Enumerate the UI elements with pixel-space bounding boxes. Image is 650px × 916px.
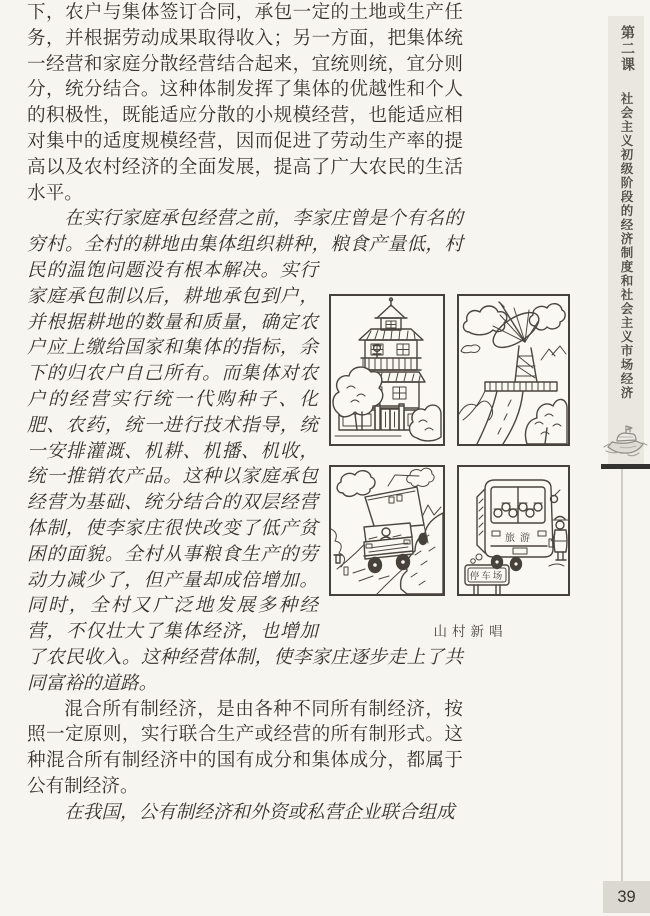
house-illustration	[331, 296, 443, 444]
boat-illustration	[602, 418, 648, 464]
page-number-badge	[603, 881, 650, 913]
sidebar-rule-line	[621, 469, 623, 881]
panel-truck	[329, 465, 445, 596]
satellite-dish-illustration	[459, 296, 568, 444]
story-part-1: 在实行家庭承包经营之前，李家庄曾是个有名的穷村。全村的耕地由集体组织耕种，粮食产量低，村	[27, 208, 463, 256]
panel-tour-bus	[457, 465, 570, 596]
paragraph-lijiazhuang-story	[27, 206, 535, 696]
panel-village-house	[329, 294, 445, 446]
figure-caption: 山村新唱	[433, 623, 508, 639]
sidebar-strip	[608, 16, 644, 464]
truck-illustration	[331, 467, 443, 594]
bus-illustration	[459, 467, 568, 594]
page-number: 39	[617, 887, 636, 906]
story-part-2: 民的温饱问题没有根本解决。实行家庭承包制以后，耕地承包到户，并根据耕地的数量和质量，确定农户应上缴给国家和集体的指标，余下的归农户自己所有。而集体对农户的经营实行统一代购种子、化肥、农药，统一进行技术指导，统一安排灌溉、机耕、机播、机收，统一推销农产品。这种以家庭承包经营为基础、统分结合的双层经营体制，使李家庄很快改变了低产贫困的面貌。全村从事粮食生产的劳动力减少了，但产量却成倍增加。同时，全村又广泛地发展多种经营，不仅壮大了集体经济，也增加了农民收入。这种经营体制，使李家庄逐步走上了共同富裕的道路。	[27, 259, 463, 694]
bus-destination-label: 旅游	[505, 532, 535, 544]
paragraph-mixed-ownership: 混合所有制经济，是由各种不同所有制经济，按照一定原则，实行联合生产或经营的所有制形式。这种混合所有制经济中的国有成分和集体成分，都属于公有制经济。	[27, 698, 463, 797]
paragraph-joint-ventures: 在我国，公有制经济和外资或私营企业联合组成	[64, 801, 455, 823]
sidebar-lesson-label: 第二课	[619, 25, 634, 73]
text-column	[27, 0, 535, 826]
panel-satellite-dish	[457, 294, 570, 446]
comic-grid	[329, 294, 570, 596]
parking-lot-sign-text: 停车场	[469, 571, 505, 582]
sidebar-chapter-title: 社会主义初级阶段的经济制度和社会主义市场经济	[619, 92, 633, 400]
figure-comic	[329, 294, 570, 641]
sidebar-divider-bar	[601, 464, 650, 469]
paragraph-household-contract: 下，农户与集体签订合同，承包一定的土地或生产任务，并根据劳动成果取得收入；另一方面，把集体统一经营和家庭分散经营结合起来，宜统则统，宜分则分，统分结合。这种体制发挥了集体的优越性和个人的积极性，既能适应分散的小规模经营，也能适应相对集中的适度规模经营，因而促进了劳动生产率的提高以及农村经济的全面发展，提高了广大农民的生活水平。	[27, 2, 463, 204]
